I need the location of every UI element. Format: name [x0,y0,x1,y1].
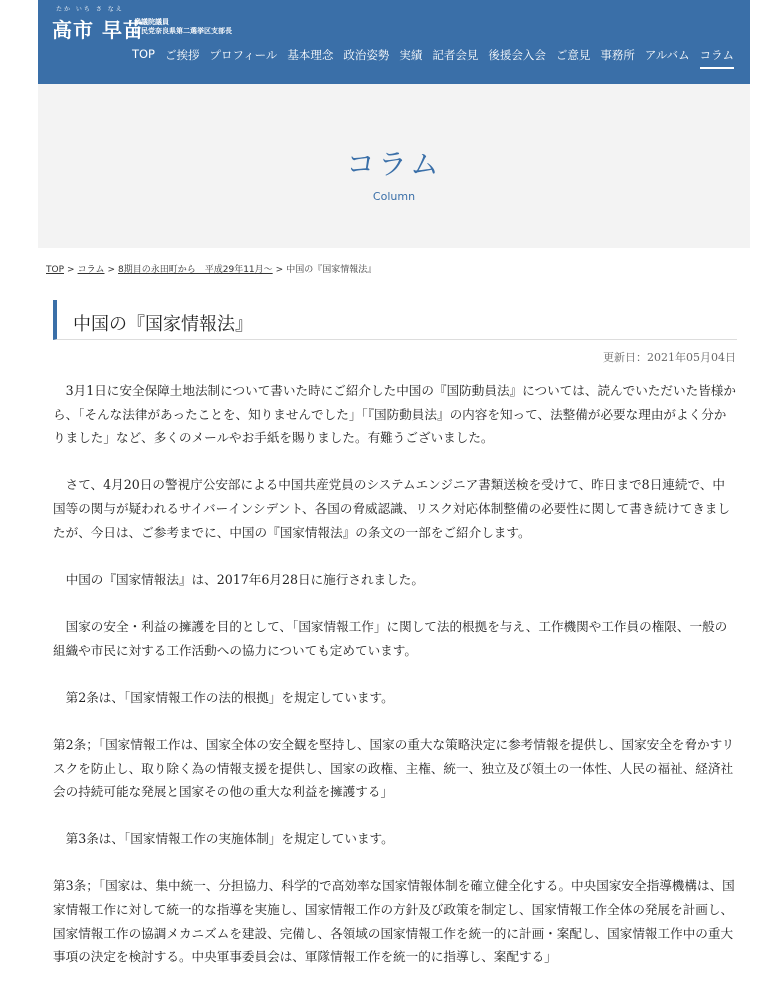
logo-sub-line1: 衆議院議員 [134,18,169,26]
article-title: 中国の『国家情報法』 [73,314,253,335]
page-banner [38,84,750,248]
logo-ruby: たか いち さ なえ [56,6,124,13]
banner-subtitle: Column [372,190,416,203]
nav-album[interactable]: アルバム [644,48,690,62]
breadcrumb-column[interactable]: コラム [77,265,105,275]
paragraph: さて、4月20日の警視庁公安部による中国共産党員のシステムエンジニア書類送検を受けて、昨日まで8日連続で、中国等の関与が疑われるサイバーインシデント、各国の脅威認識、リスク対応体制整備の必要性に関して書き続けてきましたが、今日は、ご参考までに、中国の『国家情報法』の条文の一部をご紹介します。 [53,477,730,540]
breadcrumb-separator: > [275,265,284,275]
logo-sub-line2: 自民党奈良県第二選挙区支部長 [134,27,232,35]
paragraph: 第3条は、「国家情報工作の実施体制」を規定しています。 [65,831,394,847]
updated-date: 更新日：2021年05月04日 [603,351,736,364]
nav-political-stance[interactable]: 政治姿勢 [343,48,390,62]
logo-subtitle [134,18,274,36]
paragraph: 国家の安全・利益の擁護を目的として、「国家情報工作」に関して法的根拠を与え、工作機関や工作員の権限、一般の組織や市民に対する工作活動への協力についても定めています。 [53,618,728,658]
breadcrumb-separator: > [107,265,116,275]
nav-profile[interactable]: プロフィール [209,48,278,62]
nav-feedback[interactable]: ご意見 [555,48,591,62]
breadcrumb [46,262,736,275]
article-title-box [53,300,737,340]
main-nav [132,47,734,69]
nav-supporters-join[interactable]: 後援会入会 [488,48,546,62]
breadcrumb-current: 中国の『国家情報法』 [286,265,377,275]
paragraph: 第2条；「国家情報工作は、国家全体の安全観を堅持し、国家の重大な策略決定に参考情報を提供し、国家安全を脅かすリスクを防止し、取り除く為の情報支援を提供し、国家の政権、主権、統一、独立及び領土の一体性、人民の福祉、経済社会の持続可能な発展と国家その他の重大な利益を擁護する」 [53,736,735,800]
logo-name: 高市 早苗 [52,18,144,42]
paragraph: 第3条；「国家は、集中統一、分担協力、科学的で高効率な国家情報体制を確立健全化する。中央国家安全指導機構は、国家情報工作に対して統一的な指導を実施し、国家情報工作の方針及び政策を制定し、国家情報工作全体の発展を計画し、国家情報工作の協調メカニズムを建設、完備し、各領域の国家情報工作を統一的に計画・案配し、国家情報工作中の重大事項の決定を検討する。中央軍事委員会は、軍隊情報工作を統一的に指導し、案配する」 [53,878,735,965]
nav-press-conference[interactable]: 記者会見 [432,48,479,62]
nav-column[interactable]: コラム [700,47,734,69]
site-header [38,0,750,84]
banner-title: コラム [346,147,442,181]
breadcrumb-separator: > [67,265,75,275]
paragraph: 3月1日に安全保障土地法制について書いた時にご紹介した中国の『国防動員法』については、読んでいただいた皆様から、「そんな法律があったことを、知りませんでした」「『国防動員法』の内容を知って、法整備が必要な理由がよく分かりました」など、多くのメールやお手紙を賜りました。有難うございました。 [53,383,736,446]
nav-top[interactable]: TOP [131,47,155,61]
paragraph: 中国の『国家情報法』は、2017年6月28日に施行されました。 [65,571,424,587]
nav-office[interactable]: 事務所 [600,48,635,62]
breadcrumb-category[interactable]: 8期目の永田町から 平成29年11月〜 [118,265,273,275]
paragraph: 第2条は、「国家情報工作の法的根拠」を規定しています。 [65,689,394,705]
nav-achievements[interactable]: 実績 [399,48,423,62]
article-body [53,379,737,992]
nav-philosophy[interactable]: 基本理念 [287,48,334,62]
breadcrumb-top[interactable]: TOP [46,265,65,275]
nav-greeting[interactable]: ご挨拶 [165,48,200,62]
